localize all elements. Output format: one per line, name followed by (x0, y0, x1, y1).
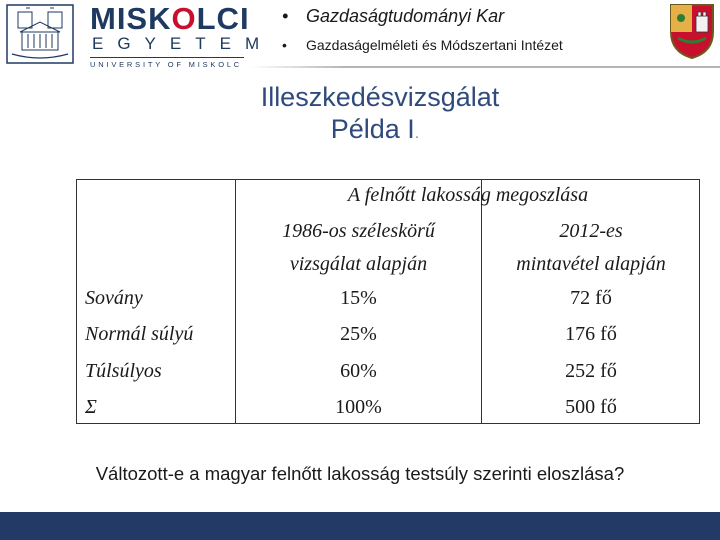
research-question: Változott-e a magyar felnőtt lakosság testsúly szerinti eloszlása? (95, 463, 625, 484)
subtitle-dot: . (414, 125, 420, 142)
wordmark-divider (90, 57, 244, 58)
col1-header-line2: vizsgálat alapján (289, 253, 428, 275)
table-cell: 100% (335, 396, 382, 418)
table-cell: 176 fő (565, 323, 617, 345)
table-cell: 15% (340, 287, 377, 309)
table-cell: 60% (340, 360, 377, 382)
header-institute (282, 37, 563, 53)
col2-header-line1: 2012-es (559, 220, 623, 242)
footer-bar (0, 512, 720, 540)
coat-of-arms-icon (668, 2, 716, 60)
header-divider (250, 66, 720, 68)
table-cell: 25% (340, 323, 377, 345)
col1-header-line1: 1986-os széleskörű (282, 220, 435, 242)
slide-title: Illeszkedésvizsgálat (260, 82, 500, 112)
university-seal-logo (6, 4, 74, 64)
row-label-normal: Normál súlyú (85, 323, 194, 345)
bullet-icon: • (282, 37, 287, 53)
table-caption: A felnőtt lakosság megoszlása (347, 184, 589, 206)
institute-name: Gazdaságelméleti és Módszertani Intézet (306, 37, 563, 53)
table-cell: 500 fő (565, 396, 617, 418)
faculty-name: Gazdaságtudományi Kar (306, 6, 505, 26)
university-wordmark-logo (90, 1, 274, 69)
wordmark-sub: EGYETEM (92, 34, 274, 53)
table-cell: 252 fő (565, 360, 617, 382)
slide-subtitle (0, 114, 720, 145)
row-label-sovany: Sovány (85, 287, 143, 309)
header-faculty (282, 6, 504, 27)
subtitle-text: Példa I (330, 114, 415, 144)
table-cell: 72 fő (570, 287, 612, 309)
wordmark-main: MISKOLCI (90, 1, 250, 36)
row-label-tulsulyos: Túlsúlyos (85, 360, 162, 382)
wordmark-university: UNIVERSITY OF MISKOLC (90, 60, 243, 69)
row-label-sum: Σ (85, 396, 97, 418)
bullet-icon: • (282, 6, 289, 26)
col2-header-line2: mintavétel alapján (516, 253, 666, 275)
distribution-table (76, 179, 700, 424)
